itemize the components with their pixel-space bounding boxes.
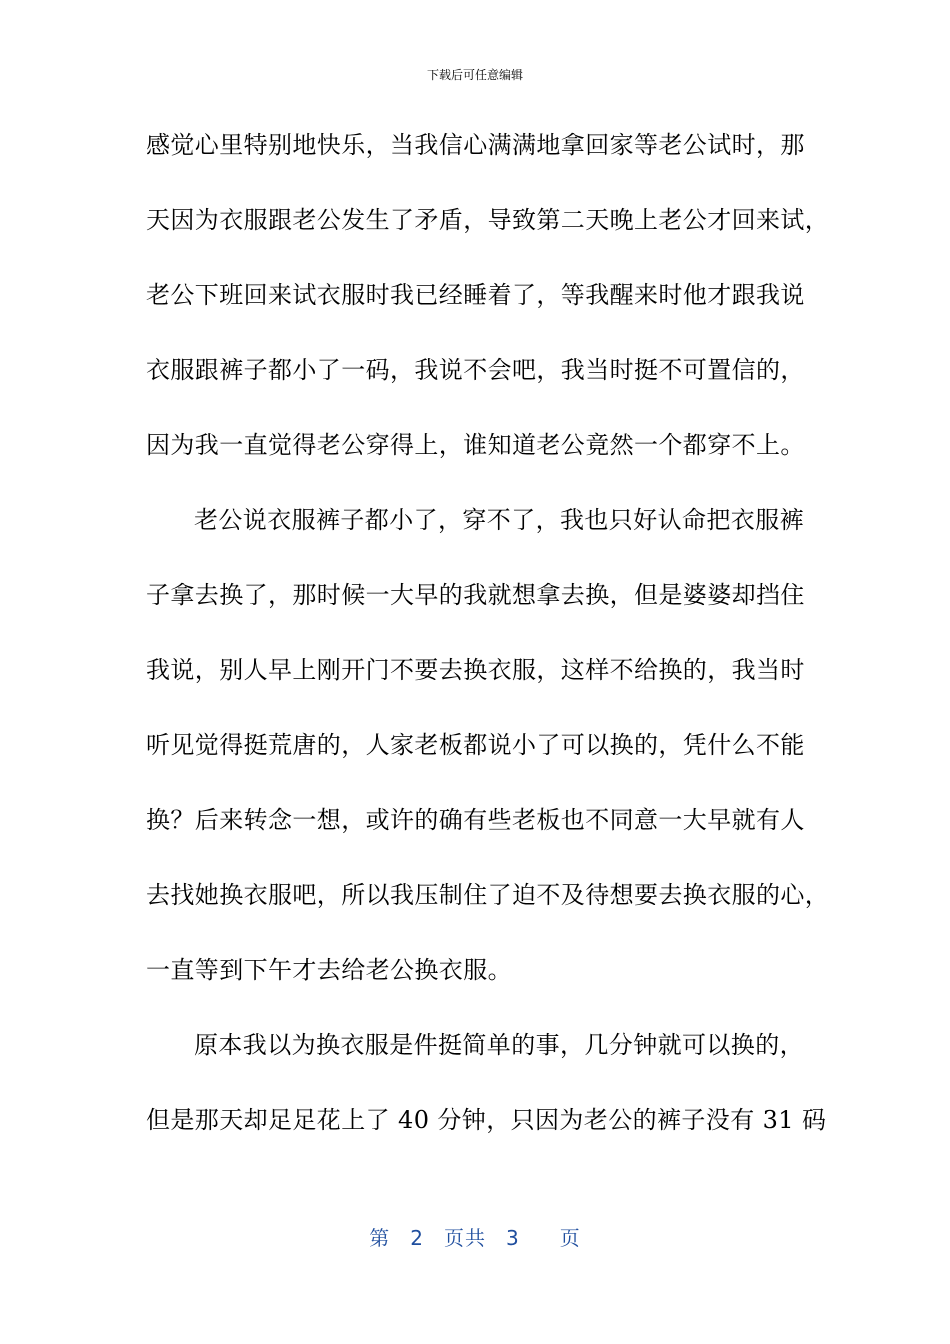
text-line-9: 听见觉得挺荒唐的，人家老板都说小了可以换的，凭什么不能 <box>146 731 805 759</box>
footer-prefix: 第 <box>369 1226 391 1250</box>
text-line-4: 衣服跟裤子都小了一码，我说不会吧，我当时挺不可置信的， <box>146 356 805 384</box>
text-line-5: 因为我一直觉得老公穿得上，谁知道老公竟然一个都穿不上。 <box>146 431 805 459</box>
text-line-7: 子拿去换了，那时候一大早的我就想拿去换，但是婆婆却挡住 <box>146 581 805 609</box>
text-line-6: 老公说衣服裤子都小了，穿不了，我也只好认命把衣服裤 <box>194 506 804 534</box>
footer-middle: 页共 <box>444 1226 486 1250</box>
text-line-1: 感觉心里特别地快乐，当我信心满满地拿回家等老公试时，那 <box>146 131 805 159</box>
document-body <box>146 123 830 1173</box>
text-line-11: 去找她换衣服吧，所以我压制住了迫不及待想要去换衣服的心， <box>146 881 830 909</box>
text-line-13: 原本我以为换衣服是件挺简单的事，几分钟就可以换的， <box>194 1031 804 1059</box>
footer-suffix: 页 <box>559 1226 581 1250</box>
footer-total-pages: 3 <box>506 1226 520 1250</box>
page-footer <box>0 1224 950 1252</box>
page-header: 下载后可任意编辑 <box>426 68 523 82</box>
footer-current-page: 2 <box>410 1226 424 1250</box>
text-line-12: 一直等到下午才去给老公换衣服。 <box>146 956 512 984</box>
text-line-2: 天因为衣服跟老公发生了矛盾，导致第二天晚上老公才回来试， <box>146 206 830 234</box>
text-line-14: 但是那天却足足花上了 40 分钟，只因为老公的裤子没有 31 码 <box>146 1106 827 1134</box>
text-line-10: 换？后来转念一想，或许的确有些老板也不同意一大早就有人 <box>146 806 805 834</box>
text-line-8: 我说，别人早上刚开门不要去换衣服，这样不给换的，我当时 <box>146 656 805 684</box>
text-line-3: 老公下班回来试衣服时我已经睡着了，等我醒来时他才跟我说 <box>146 281 805 309</box>
